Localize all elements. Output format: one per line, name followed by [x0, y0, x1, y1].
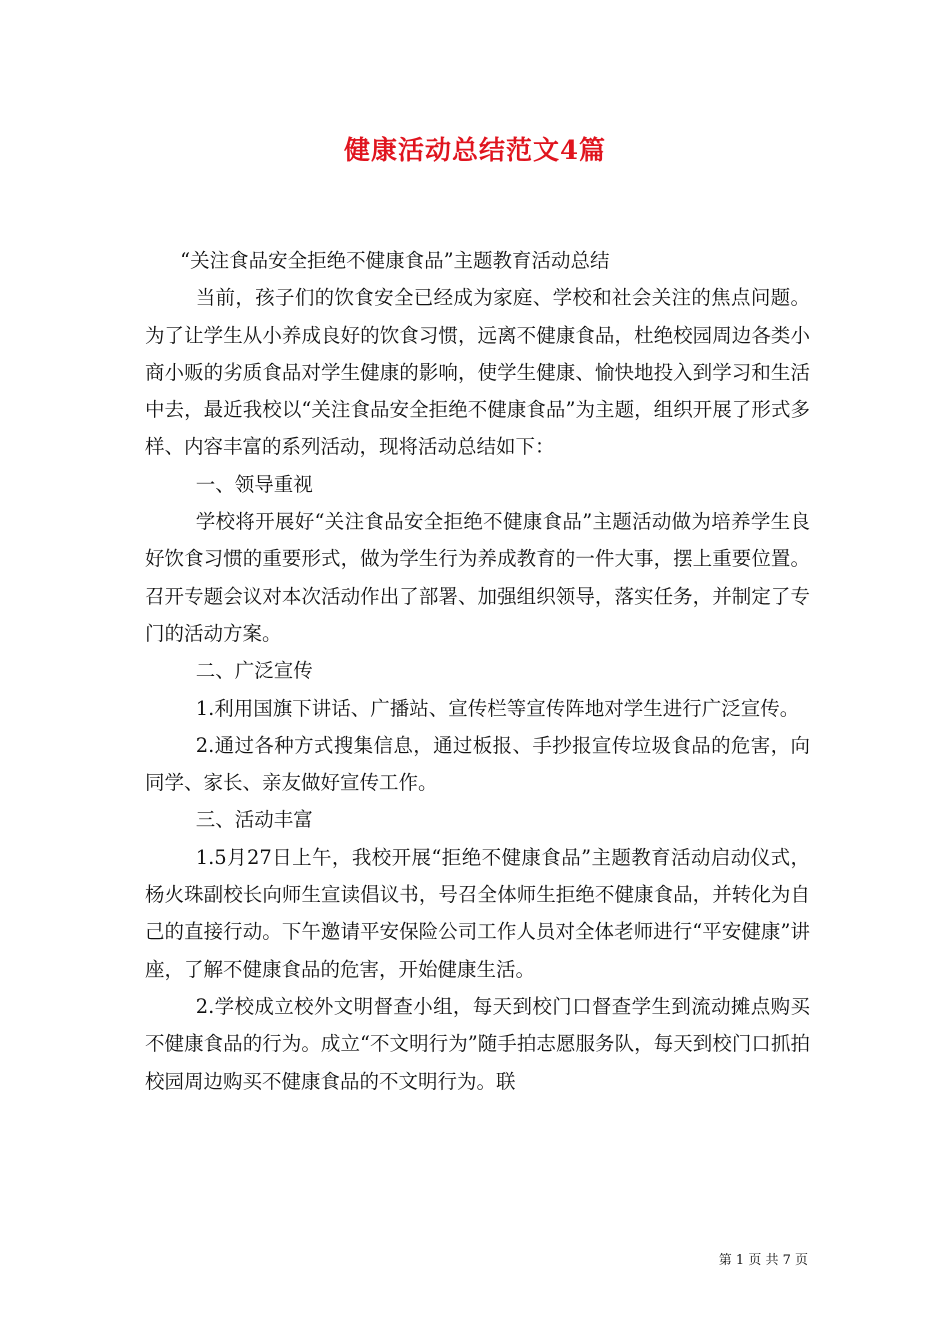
page-number-footer: 第 1 页 共 7 页 — [718, 1253, 808, 1268]
paragraph-publicity-1: 1.利用国旗下讲话、广播站、宣传栏等宣传阵地对学生进行广泛宣传。 — [195, 696, 800, 720]
page-title: 健康活动总结范文4篇 — [343, 136, 607, 166]
paragraph-publicity-2: 2.通过各种方式搜集信息，通过板报、手抄报宣传垃圾食品的危害，向同学、家长、亲友做好宣传工作。 — [145, 733, 810, 795]
paragraph-activities-2: 2.学校成立校外文明督查小组，每天到校门口督查学生到流动摊点购买不健康食品的行为。成立“不文明行为”随手拍志愿服务队，每天到校门口抓拍校园周边购买不健康食品的不文明行为。联 — [145, 994, 810, 1093]
paragraph-activities-1: 1.5月27日上午，我校开展“拒绝不健康食品”主题教育活动启动仪式，杨火珠副校长向师生宣读倡议书，号召全体师生拒绝不健康食品，并转化为自己的直接行动。下午邀请平安保险公司工作人员对全体老师进行“平安健康”讲座，了解不健康食品的危害，开始健康生活。 — [145, 845, 810, 981]
section-heading-publicity: 二、广泛宣传 — [195, 659, 313, 683]
document-subtitle: “关注食品安全拒绝不健康食品”主题教育活动总结 — [180, 249, 610, 272]
document-body — [145, 242, 810, 1100]
paragraph-leadership: 学校将开展好“关注食品安全拒绝不健康食品”主题活动做为培养学生良好饮食习惯的重要形式，做为学生行为养成教育的一件大事，摆上重要位置。召开专题会议对本次活动作出了部署、加强组织领导，落实任务，并制定了专门的活动方案。 — [145, 510, 810, 645]
section-heading-activities: 三、活动丰富 — [195, 808, 313, 832]
paragraph-intro: 当前，孩子们的饮食安全已经成为家庭、学校和社会关注的焦点问题。为了让学生从小养成良好的饮食习惯，远离不健康食品，杜绝校园周边各类小商小贩的劣质食品对学生健康的影响，使学生健康、愉快地投入到学习和生活中去，最近我校以“关注食品安全拒绝不健康食品”为主题，组织开展了形式多样、内容丰富的系列活动，现将活动总结如下： — [145, 286, 810, 459]
section-heading-leadership: 一、领导重视 — [195, 472, 313, 496]
